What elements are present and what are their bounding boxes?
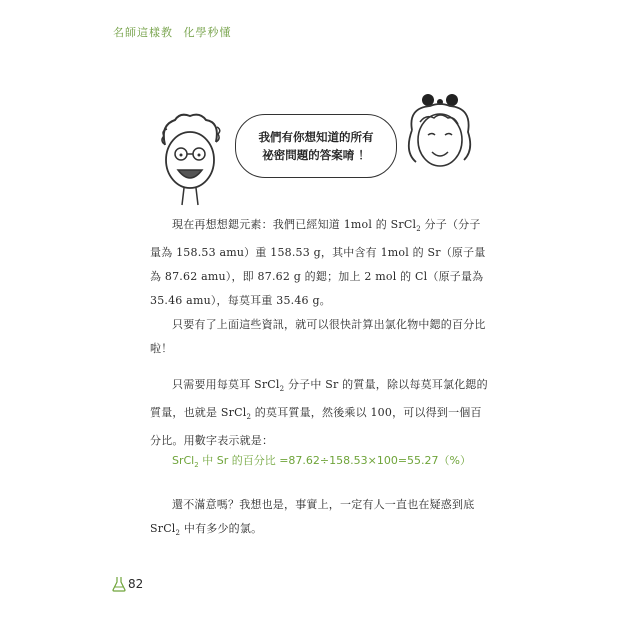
book-title: 化學秒懂: [183, 26, 232, 39]
speech-bubble: [235, 114, 397, 178]
bubble-text-line-1: 我們有你想知道的所有: [258, 130, 374, 144]
paragraph-percentage-intro: 只要有了上面這些資訊，就可以很快計算出氯化物中鍶的百分比啦！: [150, 318, 486, 355]
girl-character-icon: [400, 90, 480, 190]
paragraph-strontium-mass: 現在再想想鍶元素：我們已經知道 1mol 的 SrCl$_2$ 分子（分子量為 158.53 amu）重 158.53 g，其中含有 1mol 的 Sr（原子量為 87.62 amu），即 87.62 g 的鍶；加上 2 mol 的 Cl（原子量為 35.46 amu），每莫耳重 35.46 g。: [150, 218, 486, 308]
page-footer: [112, 576, 143, 592]
flask-icon: [112, 576, 126, 592]
speech-illustration: [150, 90, 480, 200]
boy-character-icon: [150, 110, 230, 210]
running-header: [113, 24, 232, 40]
paragraph-chlorine-question: 還不滿意嗎？我想也是，事實上，一定有人一直也在疑惑到底 SrCl$_2$ 中有多少的氯。: [150, 498, 475, 538]
percentage-formula: SrCl$_2$ 中 Sr 的百分比 =87.62÷158.53×100=55.27（%）: [172, 454, 471, 470]
series-label: 名師這樣教: [113, 26, 173, 39]
bubble-text-line-2: 祕密問題的答案唷 ！: [262, 148, 370, 162]
paragraph-calculation-method: 只需要用每莫耳 SrCl$_2$ 分子中 Sr 的質量，除以每莫耳氯化鍶的質量，也就是 SrCl$_2$ 的莫耳質量，然後乘以 100，可以得到一個百分比。用數字表示就是：: [150, 378, 488, 448]
page-number: 82: [128, 577, 144, 591]
